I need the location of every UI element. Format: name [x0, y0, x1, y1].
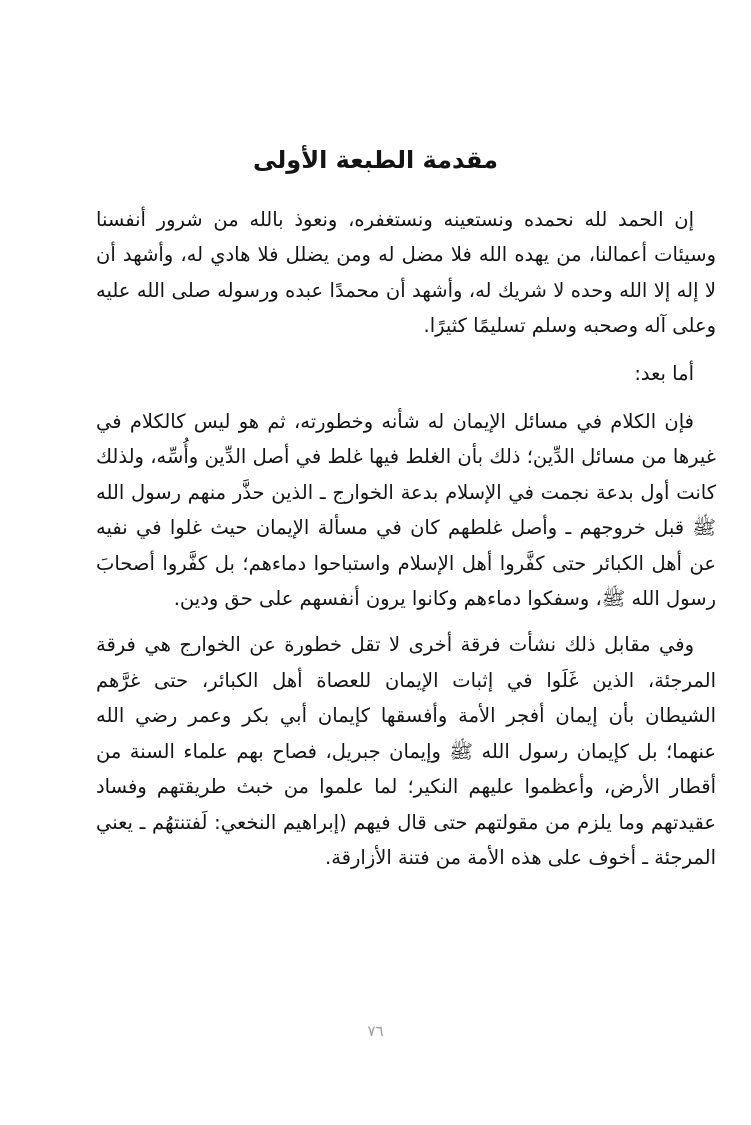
- page-number: ٧٦: [367, 1022, 384, 1040]
- paragraph-khawarij: فإن الكلام في مسائل الإيمان له شأنه وخطورته، ثم هو ليس كالكلام في غيرها من مسائل الدِّين؛ ذلك بأن الغلط فيها غلط في أصل الدِّين وأُسِّه، ولذلك كانت أول بدعة نجمت في الإسلام بدعة الخوارج ـ الذين حذَّر منهم رسول الله ﷺ قبل خروجهم ـ وأصل غلطهم كان في مسألة الإيمان حيث غلوا في نفيه عن أهل الكبائر حتى كفَّروا أهل الإسلام واستباحوا دماءهم؛ بل كفَّروا أصحابَ رسول الله ﷺ، وسفكوا دماءهم وكانوا يرون أنفسهم على حق ودين.: [96, 410, 716, 611]
- body-text: [96, 202, 716, 875]
- page-title: مقدمة الطبعة الأولى: [253, 146, 498, 174]
- paragraph-murjia: وفي مقابل ذلك نشأت فرقة أخرى لا تقل خطورة عن الخوارج هي فرقة المرجئة، الذين غَلَوا في إثبات الإيمان للعصاة أهل الكبائر، حتى غرَّهم الشيطان بأن إيمان أفجر الأمة وأفسقها كإيمان أبي بكر وعمر رضي الله عنهما؛ بل كإيمان رسول الله ﷺ وإيمان جبريل، فصاح بهم علماء السنة من أقطار الأرض، وأعظموا عليهم النكير؛ لما علموا من خبث طريقتهم وفساد عقيدتهم وما يلزم من مقولتهم حتى قال فيهم (إبراهيم النخعي: لَفتنتهُم ـ يعني المرجئة ـ أخوف على هذه الأمة من فتنة الأزارقة.: [96, 633, 716, 869]
- paragraph-opening-praise: إن الحمد لله نحمده ونستعينه ونستغفره، ونعوذ بالله من شرور أنفسنا وسيئات أعمالنا، من يهده الله فلا مضل له ومن يضلل فلا هادي له، وأشهد أن لا إله إلا الله وحده لا شريك له، وأشهد أن محمدًا عبده ورسوله صلى الله عليه وعلى آله وصحبه وسلم تسليمًا كثيرًا.: [96, 208, 716, 338]
- paragraph-amma-bad: أما بعد:: [634, 361, 694, 385]
